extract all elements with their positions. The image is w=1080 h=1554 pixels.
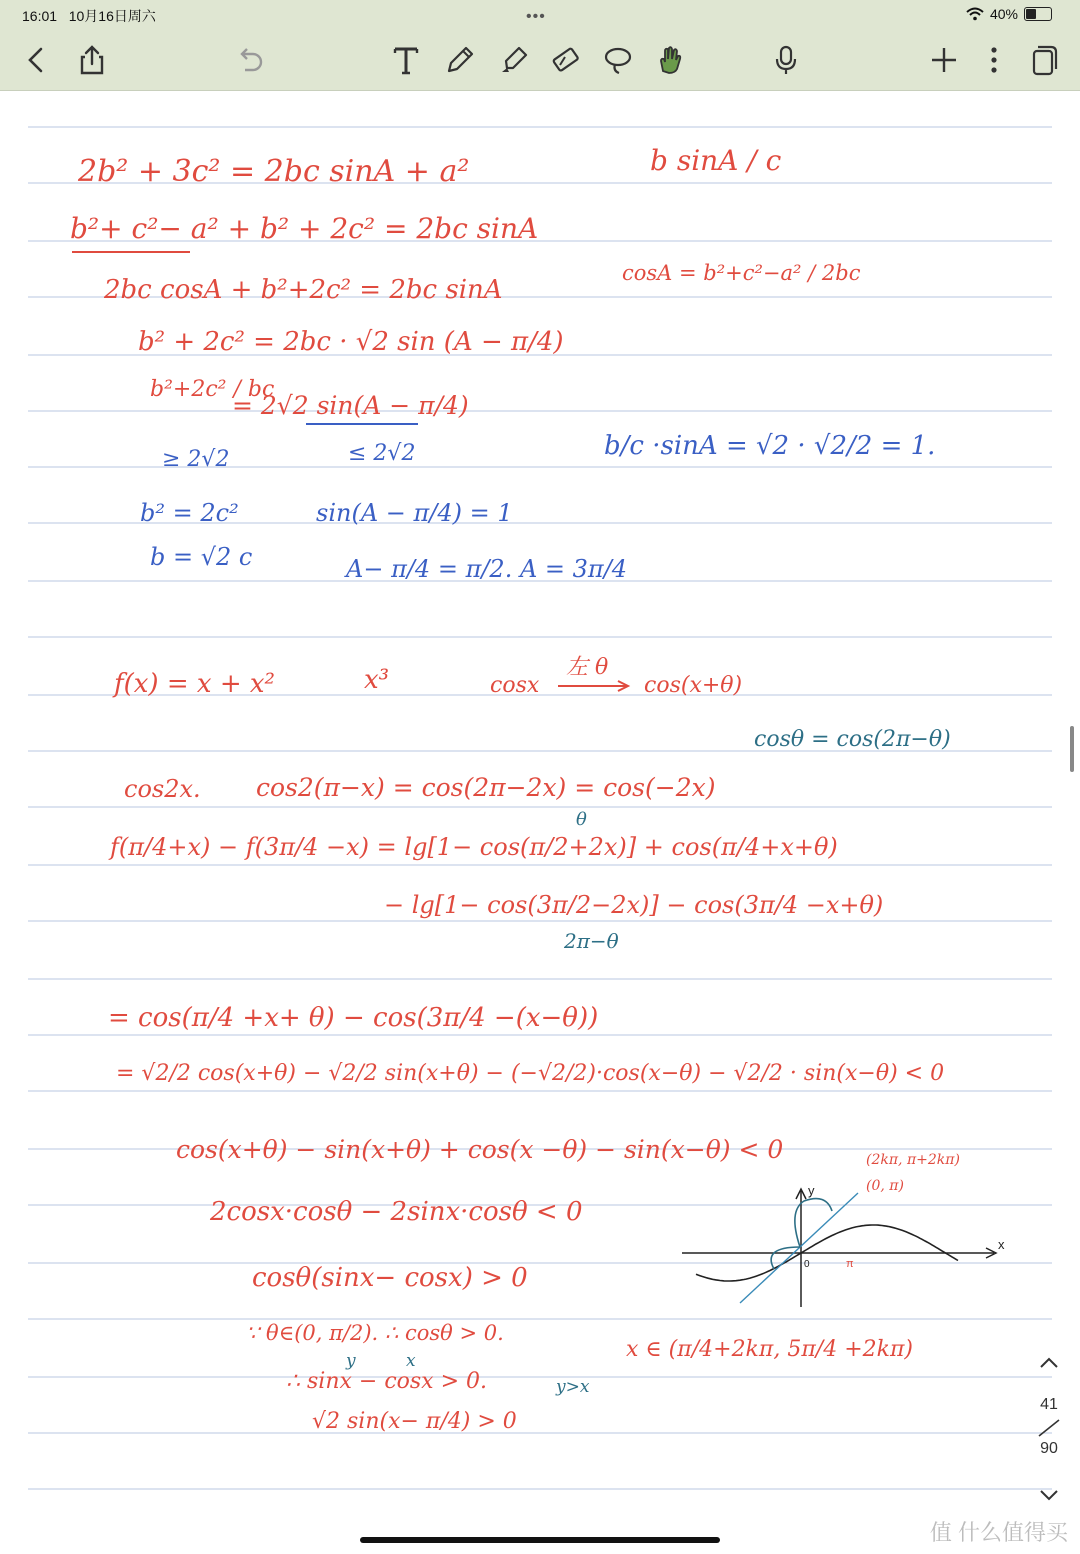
- note-line: 2π−θ: [564, 929, 619, 953]
- page-current: 41: [1040, 1396, 1058, 1413]
- scroll-indicator[interactable]: [1070, 726, 1074, 772]
- note-line: sin(A − π/4) = 1: [316, 499, 513, 527]
- toolbar: [0, 0, 1080, 91]
- note-line: (2kπ, π+2kπ): [866, 1152, 960, 1168]
- highlighter-icon[interactable]: [492, 38, 536, 82]
- x-axis-label: x: [998, 1237, 1005, 1252]
- more-icon[interactable]: [972, 38, 1016, 82]
- note-line: cosθ = cos(2π−θ): [754, 727, 951, 752]
- note-line: ≤ 2√2: [348, 441, 416, 466]
- lasso-icon[interactable]: [596, 38, 640, 82]
- note-line: cos(x+θ): [644, 673, 743, 698]
- note-line: y: [346, 1351, 356, 1371]
- note-line: ∴ sinx − cosx > 0.: [286, 1369, 487, 1394]
- status-right: [966, 6, 1052, 22]
- note-line: f(π/4+x) − f(3π/4 −x) = lg[1− cos(π/2+2x)] + cos(π/4+x+θ): [110, 833, 838, 861]
- page-slash-icon: [1036, 1418, 1062, 1438]
- back-icon[interactable]: [14, 38, 58, 82]
- note-line: x: [406, 1351, 416, 1371]
- text-tool-icon[interactable]: [384, 38, 428, 82]
- note-line: x³: [364, 665, 390, 695]
- note-line: 2cosx·cosθ − 2sinx·cosθ < 0: [210, 1197, 583, 1227]
- share-icon[interactable]: [70, 38, 114, 82]
- pen-icon[interactable]: [438, 38, 482, 82]
- note-line: f(x) = x + x²: [114, 669, 275, 699]
- note-line: b² = 2c²: [140, 499, 239, 527]
- note-line: cosθ(sinx− cosx) > 0: [252, 1263, 528, 1293]
- note-line: 2bc cosA + b²+2c² = 2bc sinA: [104, 275, 503, 305]
- battery-icon: [1024, 7, 1052, 21]
- watermark: 值 什么值得买: [929, 1520, 1068, 1545]
- note-line: cos2(π−x) = cos(2π−2x) = cos(−2x): [256, 773, 716, 802]
- note-page[interactable]: [0, 91, 1080, 1491]
- eraser-icon[interactable]: [544, 38, 588, 82]
- battery-percent: 40%: [989, 6, 1018, 22]
- note-line: − lg[1− cos(3π/2−2x)] − cos(3π/4 −x+θ): [384, 891, 884, 919]
- note-line: 2b² + 3c² = 2bc sinA + a²: [78, 154, 470, 189]
- note-line: cosA = b²+c²−a² / 2bc: [622, 261, 861, 285]
- status-date: 10月16日周六: [68, 8, 156, 24]
- note-line: ≥ 2√2: [162, 447, 230, 472]
- status-time-date: [22, 6, 156, 26]
- note-line: cos(x+θ) − sin(x+θ) + cos(x −θ) − sin(x−θ) < 0: [176, 1135, 784, 1164]
- battery-fill: [1026, 9, 1036, 19]
- origin-label: 0: [804, 1259, 810, 1270]
- note-line: √2 sin(x− π/4) > 0: [312, 1409, 517, 1434]
- note-line: = 2√2 sin(A − π/4): [232, 391, 469, 420]
- note-line: cosx: [490, 673, 540, 698]
- microphone-icon[interactable]: [764, 38, 808, 82]
- add-icon[interactable]: [922, 38, 966, 82]
- arrow-stroke: [556, 679, 632, 693]
- note-line: cos2x.: [124, 775, 201, 803]
- note-line: b²+2c² / bc: [150, 377, 275, 402]
- note-line: x ∈ (π/4+2kπ, 5π/4 +2kπ): [626, 1337, 913, 1362]
- note-line: y>x: [556, 1377, 590, 1397]
- undo-icon[interactable]: [228, 38, 272, 82]
- wifi-icon: [966, 7, 984, 21]
- note-line: b sinA / c: [650, 144, 782, 177]
- note-line: = √2/2 cos(x+θ) − √2/2 sin(x+θ) − (−√2/2)·cos(x−θ) − √2/2 · sin(x−θ) < 0: [116, 1061, 945, 1086]
- note-line: = cos(π/4 +x+ θ) − cos(3π/4 −(x−θ)): [108, 1003, 599, 1033]
- note-line: θ: [576, 809, 587, 830]
- pages-icon[interactable]: [1022, 38, 1066, 82]
- home-indicator[interactable]: [360, 1537, 720, 1543]
- underline-stroke: [306, 423, 418, 425]
- page-down-icon[interactable]: [1036, 1486, 1062, 1504]
- underline-stroke: [72, 251, 190, 253]
- note-line: A− π/4 = π/2. A = 3π/4: [346, 555, 628, 583]
- note-line: b/c ·sinA = √2 · √2/2 = 1.: [604, 431, 936, 461]
- hand-icon[interactable]: [648, 38, 692, 82]
- note-line: b² + 2c² = 2bc · √2 sin (A − π/4): [138, 327, 564, 357]
- page-total: 90: [1040, 1440, 1058, 1457]
- note-line: b = √2 c: [150, 543, 253, 571]
- multitask-dots-icon[interactable]: •••: [526, 8, 546, 25]
- sine-graph-sketch: [676, 1187, 1012, 1313]
- note-line: ∵ θ∈(0, π/2). ∴ cosθ > 0.: [246, 1321, 504, 1345]
- note-line: (0, π): [866, 1178, 904, 1194]
- note-line: b²+ c²− a² + b² + 2c² = 2bc sinA: [70, 212, 539, 245]
- y-axis-label: y: [808, 1187, 815, 1198]
- note-line: 左 θ: [566, 655, 609, 680]
- status-time: 16:01: [22, 8, 58, 24]
- page-up-icon[interactable]: [1036, 1354, 1062, 1372]
- pi-label: π: [846, 1258, 854, 1270]
